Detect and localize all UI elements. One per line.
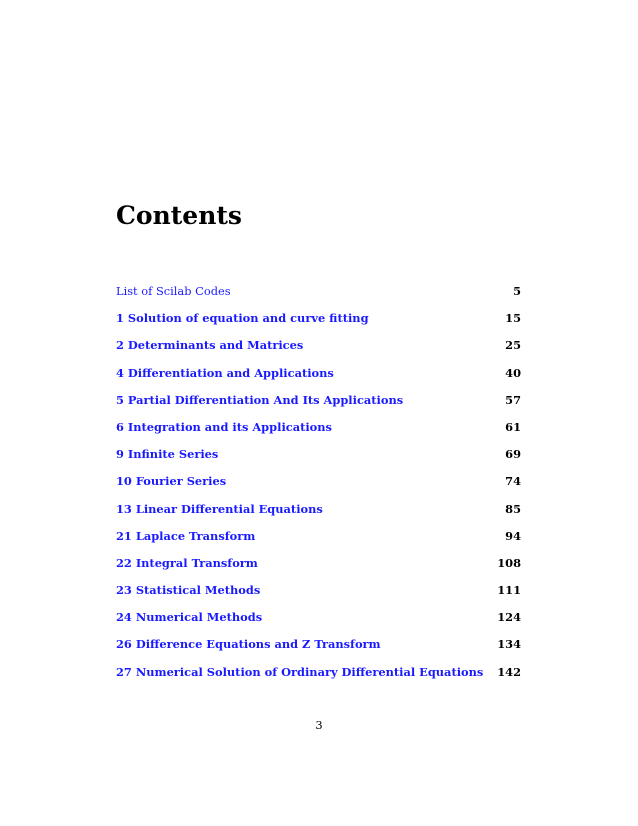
toc-entry-chapter-5[interactable] xyxy=(116,387,521,414)
toc-entry-chapter-4[interactable] xyxy=(116,360,521,387)
toc-entry-chapter-13[interactable] xyxy=(116,496,521,523)
toc-entry-label: 4 Differentiation and Applications xyxy=(116,365,334,380)
toc-entry-page: 111 xyxy=(497,583,521,598)
toc-entry-page: 94 xyxy=(505,528,521,543)
toc-entry-chapter-27[interactable] xyxy=(116,659,521,686)
toc-entry-chapter-6[interactable] xyxy=(116,414,521,441)
toc-entry-chapter-2[interactable] xyxy=(116,332,521,359)
page-title: Contents xyxy=(116,201,243,230)
toc-entry-label: 10 Fourier Series xyxy=(116,474,227,489)
toc-entry-page: 25 xyxy=(505,338,521,353)
toc-entry-page: 61 xyxy=(505,419,521,434)
toc-entry-chapter-9[interactable] xyxy=(116,441,521,468)
toc-entry-label: List of Scilab Codes xyxy=(116,284,231,298)
toc-entry-label: 2 Determinants and Matrices xyxy=(116,338,304,353)
toc-entry-label: 21 Laplace Transform xyxy=(116,528,256,543)
toc-entry-label: 27 Numerical Solution of Ordinary Differential Equations xyxy=(116,664,484,679)
toc-entry-list-of-codes[interactable] xyxy=(116,278,521,305)
toc-entry-chapter-1[interactable] xyxy=(116,305,521,332)
toc-entry-label: 26 Difference Equations and Z Transform xyxy=(116,637,381,652)
toc-entry-page: 15 xyxy=(505,311,521,326)
toc-entry-page: 57 xyxy=(505,392,521,407)
toc-entry-label: 9 Infinite Series xyxy=(116,447,219,462)
toc-entry-page: 74 xyxy=(505,474,521,489)
toc-entry-label: 5 Partial Differentiation And Its Applications xyxy=(116,392,404,407)
toc-entry-page: 108 xyxy=(497,555,521,570)
toc-entry-page: 142 xyxy=(497,664,521,679)
toc-entry-page: 124 xyxy=(497,610,521,625)
toc-entry-chapter-24[interactable] xyxy=(116,604,521,631)
toc-entry-chapter-21[interactable] xyxy=(116,523,521,550)
toc-entry-page: 69 xyxy=(505,447,521,462)
toc-entry-label: 23 Statistical Methods xyxy=(116,583,261,598)
table-of-contents xyxy=(116,278,521,686)
toc-entry-chapter-22[interactable] xyxy=(116,550,521,577)
toc-entry-chapter-23[interactable] xyxy=(116,577,521,604)
toc-entry-page: 40 xyxy=(505,365,521,380)
toc-entry-page: 134 xyxy=(497,637,521,652)
toc-entry-label: 24 Numerical Methods xyxy=(116,610,263,625)
toc-entry-page: 5 xyxy=(513,284,521,298)
toc-entry-chapter-10[interactable] xyxy=(116,468,521,495)
toc-entry-page: 85 xyxy=(505,501,521,516)
toc-entry-label: 6 Integration and its Applications xyxy=(116,419,332,434)
toc-entry-label: 22 Integral Transform xyxy=(116,555,258,570)
page-number: 3 xyxy=(315,718,323,732)
toc-entry-chapter-26[interactable] xyxy=(116,631,521,658)
toc-entry-label: 13 Linear Differential Equations xyxy=(116,501,323,516)
toc-entry-label: 1 Solution of equation and curve fitting xyxy=(116,311,369,326)
